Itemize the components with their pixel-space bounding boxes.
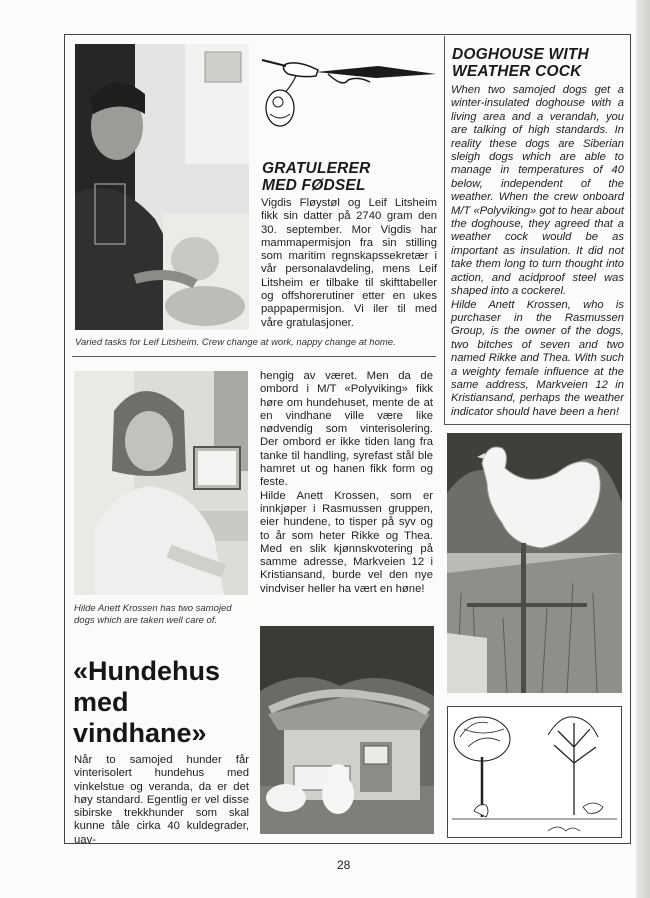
headline-gratulerer: GRATULERER MED FØDSEL bbox=[262, 160, 371, 194]
english-article bbox=[451, 84, 624, 419]
page-edge bbox=[636, 0, 650, 898]
article-title: «Hundehus med vindhane» bbox=[73, 656, 221, 748]
divider-line bbox=[72, 356, 436, 357]
page-number: 28 bbox=[337, 858, 351, 872]
trees-sketch-icon bbox=[447, 706, 622, 838]
photo-woman-office bbox=[74, 371, 248, 595]
english-paragraph-1: When two samojed dogs get a winter-insulated doghouse with a living area and a verandah, you are talking of high standards. In reality these dogs are Siberian sleigh dogs which are able to manage in temperatures of 40 below, independent of the weather. When the crew onboard M/T «Polyviking» got to hear about the doghouse, they agreed that a weather cock would be as important as insulation. It did not take them long to turn thought into action, and acidproof steel was shaped into a cockerel. bbox=[451, 84, 624, 298]
caption-father-baby: Varied tasks for Leif Litsheim. Crew change at work, nappy change at home. bbox=[75, 337, 396, 348]
photo-father-baby bbox=[75, 44, 249, 330]
english-paragraph-2: Hilde Anett Krossen, who is purchaser in the Rasmussen Group, is the owner of the dogs, two bitches of seven and two named Rikke and Thea. With such a weighty female influence at the same address, Markveien 12 in Kristiansand, perhaps the weather indicator should have been a hen! bbox=[451, 298, 624, 418]
article-start-text: Når to samojed hunder får vinterisolert hundehus med vinkelstue og veranda, da er det høy standard. Egentlig er vel disse sibirske trekkhunder som skal kunne tåle cirka 40 kuldegrader, uav- bbox=[74, 754, 249, 846]
norwegian-continuation bbox=[260, 370, 433, 596]
caption-woman: Hilde Anett Krossen has two samojed dogs which are taken well care of. bbox=[74, 603, 232, 626]
birth-announcement-text: Vigdis Fløystøl og Leif Litsheim fikk sin datter på 2740 gram den 30. september. Mor Vigdis har mammapermisjon fra sin stilling som maritim regnskapssekretær i vår personalavdeling, mens Leif Litsheim er tilbake til skifttabeller og offshorerutiner etter en ukes pappapermisjon. Vi iler til med våre gratulasjoner. bbox=[261, 197, 437, 329]
norwegian-paragraph-2: Hilde Anett Krossen, som er innkjøper i Rasmussen gruppen, eier hundene, to tisper på syv og to år som heter Rikke og Thea. Med en slik kjønnskvotering på samme adresse, Markveien 12 i Kristiansand, burde vel den nye vindviser heller ha vært en høne! bbox=[260, 489, 433, 595]
stork-drawing-icon bbox=[258, 52, 436, 136]
headline-doghouse: DOGHOUSE WITH WEATHER COCK bbox=[452, 46, 589, 80]
photo-rooster-weathervane bbox=[447, 433, 622, 693]
photo-doghouse-samojeds bbox=[260, 626, 434, 834]
norwegian-paragraph-1: hengig av været. Men da de ombord i M/T «Polyviking» fikk høre om hundehuset, mente de at en vindhane ville være like nødvendig som vinterisolering. Der ombord er ikke tiden lang fra tanke til handling, syrefast stål ble hamret ut og hanen fikk form og feste. bbox=[260, 370, 433, 489]
english-box-border bbox=[444, 36, 445, 424]
english-box-bottom-border bbox=[444, 424, 630, 425]
